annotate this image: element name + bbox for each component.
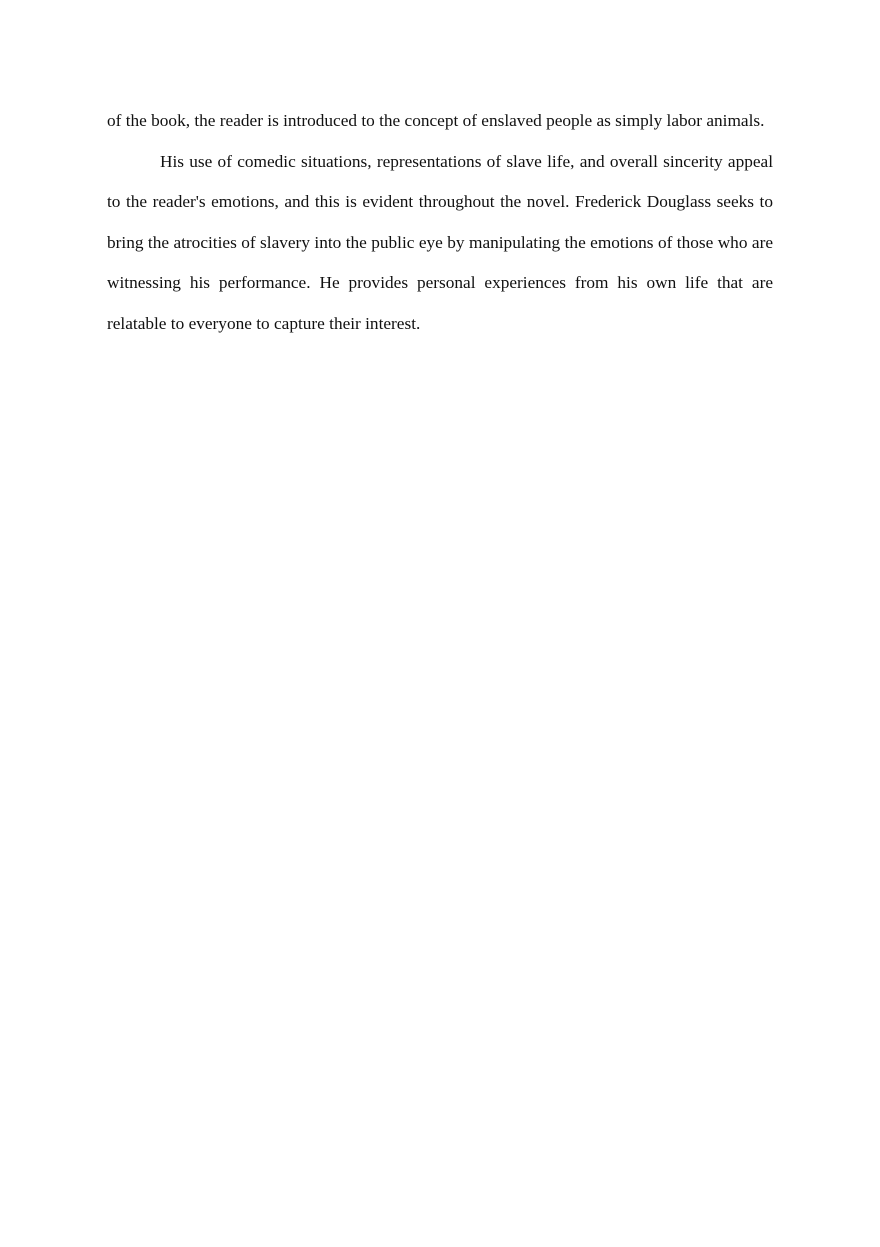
paragraph-indented: His use of comedic situations, representations of slave life, and overall sincerity appeal to the reader's emotions, and this is evident throughout the novel. Frederick Douglass seeks to bring the atrocities of slavery into the public eye by manipulating the emotions of those who are witnessing his performance. He provides personal experiences from his own life that are relatable to everyone to capture their interest. xyxy=(107,151,773,333)
body-text xyxy=(107,101,773,345)
paragraph-continued: of the book, the reader is introduced to the concept of enslaved people as simply labor animals. xyxy=(107,111,765,130)
